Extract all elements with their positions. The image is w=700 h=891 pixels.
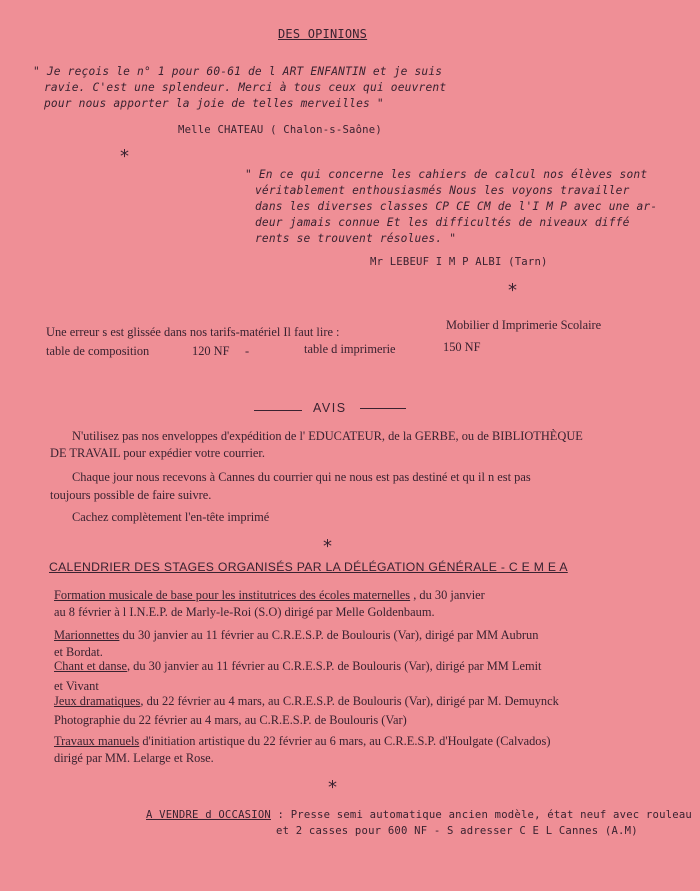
calendar-item-rest: d'initiation artistique du 22 février au 6 mars, au C.R.E.S.P. d'Houlgate (Calvados)	[139, 734, 551, 748]
calendar-title: CALENDRIER DES STAGES ORGANISÉS PAR LA DÉLÉGATION GÉNÉRALE - C E M E A	[49, 560, 568, 574]
calendar-item-2-line2: et Bordat.	[54, 645, 103, 659]
erratum-item1: table de composition	[46, 344, 150, 358]
calendar-item-4	[54, 694, 559, 709]
calendar-item-1-line2: au 8 février à l I.N.E.P. de Marly-le-Roi (S.O) dirigé par Melle Goldenbaum.	[54, 605, 435, 619]
calendar-item-head: Chant et danse	[54, 659, 127, 673]
quote2-line3: dans les diverses classes CP CE CM de l'I M P avec une ar-	[255, 200, 658, 213]
avis-para2-line2: toujours possible de faire suivre.	[50, 488, 212, 502]
separator-star: *	[328, 777, 337, 798]
calendar-item-rest: du 30 janvier au 11 février au C.R.E.S.P. de Boulouris (Var), dirigé par MM Aubrun	[119, 628, 539, 642]
erratum-price2: 150 NF	[443, 340, 481, 354]
quote2-line2: véritablement enthousiasmés Nous les voyons travailler	[255, 184, 630, 197]
erratum-dash: -	[245, 344, 250, 358]
separator-star: *	[323, 536, 332, 557]
avis-para3: Cachez complètement l'en-tête imprimé	[72, 510, 270, 524]
calendar-item-1	[54, 588, 485, 603]
separator-star: *	[120, 146, 129, 167]
avis-para1-line1: N'utilisez pas nos enveloppes d'expédition de l' EDUCATEUR, de la GERBE, ou de BIBLIOTHÈQUE	[72, 429, 583, 443]
erratum-line1: Une erreur s est glissée dans nos tarifs-matériel Il faut lire :	[46, 325, 340, 339]
erratum-line1b: Mobilier d Imprimerie Scolaire	[446, 318, 602, 332]
sale-line1	[146, 808, 692, 823]
avis-rule-right	[360, 408, 406, 409]
avis-para2-line1: Chaque jour nous recevons à Cannes du courrier qui ne nous est pas destiné et qu il n est pas	[72, 470, 531, 484]
avis-title: AVIS	[313, 401, 347, 415]
calendar-item-rest: , du 30 janvier	[410, 588, 485, 602]
calendar-item-rest: , du 30 janvier au 11 février au C.R.E.S.P. de Boulouris (Var), dirigé par MM Lemit	[126, 659, 542, 673]
calendar-item-head: Marionnettes	[54, 628, 120, 642]
quote2-line5: rents se trouvent résolues. "	[255, 232, 457, 245]
calendar-item-3	[54, 659, 542, 674]
quote1-line2: ravie. C'est une splendeur. Merci à tous ceux qui oeuvrent	[44, 81, 447, 94]
sale-line2: et 2 casses pour 600 NF - S adresser C E L Cannes (A.M)	[276, 825, 638, 837]
calendar-item-2	[54, 628, 538, 643]
quote2-author: Mr LEBEUF I M P ALBI (Tarn)	[370, 256, 548, 268]
quote1-author: Melle CHATEAU ( Chalon-s-Saône)	[178, 124, 382, 136]
sale-text: : Presse semi automatique ancien modèle, état neuf avec rouleau	[270, 809, 692, 821]
calendar-item-4-line2: Photographie du 22 février au 4 mars, au C.R.E.S.P. de Boulouris (Var)	[54, 713, 407, 727]
calendar-item-head: Formation musicale de base pour les institutrices des écoles maternelles	[54, 588, 411, 602]
quote1-line3: pour nous apporter la joie de telles merveilles "	[44, 97, 384, 110]
quote1-line1: " Je reçois le n° 1 pour 60-61 de l ART ENFANTIN et je suis	[33, 65, 443, 78]
calendar-item-head: Jeux dramatiques	[54, 694, 141, 708]
erratum-item2: table d imprimerie	[304, 342, 396, 356]
erratum-price1: 120 NF	[192, 344, 230, 358]
calendar-item-rest: , du 22 février au 4 mars, au C.R.E.S.P. de Boulouris (Var), dirigé par M. Demuynck	[140, 694, 559, 708]
quote2-line1: " En ce qui concerne les cahiers de calcul nos élèves sont	[245, 168, 648, 181]
calendar-item-3-line2: et Vivant	[54, 679, 99, 693]
opinions-title: DES OPINIONS	[278, 27, 368, 41]
calendar-item-5-line2: dirigé par MM. Lelarge et Rose.	[54, 751, 214, 765]
calendar-item-5	[54, 734, 550, 749]
separator-star: *	[508, 280, 517, 301]
avis-rule-left	[254, 410, 302, 411]
quote2-line4: deur jamais connue Et les difficultés de niveaux diffé	[255, 216, 630, 229]
sale-head: A VENDRE d OCCASION	[146, 809, 271, 821]
avis-para1-line2: DE TRAVAIL pour expédier votre courrier.	[50, 446, 265, 460]
calendar-item-head: Travaux manuels	[54, 734, 140, 748]
